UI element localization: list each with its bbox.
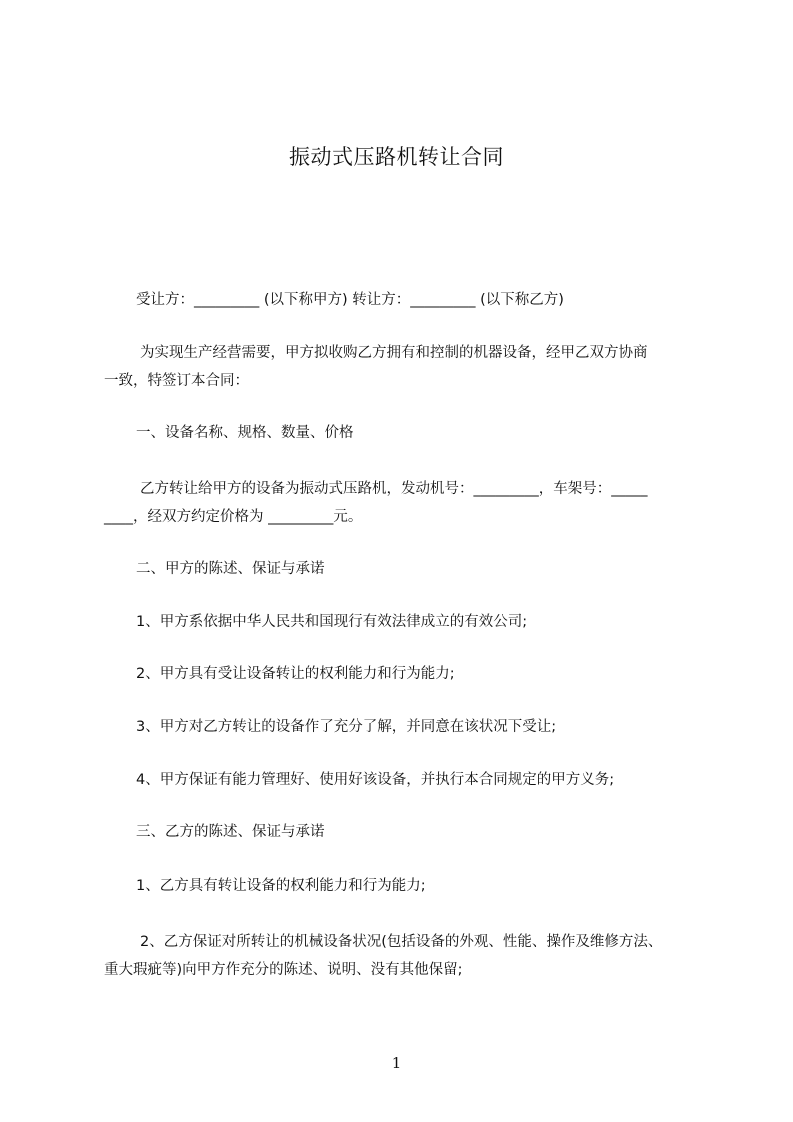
- intro-line-2: 一致，特签订本合同：: [104, 373, 249, 389]
- section1-heading: 一、设备名称、规格、数量、价格: [136, 425, 354, 441]
- section2-item-2: 2、甲方具有受让设备转让的权利能力和行为能力;: [136, 666, 455, 682]
- section3-heading: 三、乙方的陈述、保证与承诺: [136, 824, 325, 840]
- section1-body-line-1: 乙方转让给甲方的设备为振动式压路机，发动机号：_________，车架号：_____: [140, 481, 648, 497]
- section1-body-line-2: ____，经双方约定价格为 _________元。: [104, 509, 363, 525]
- page-number: 1: [391, 1054, 402, 1072]
- section3-item-1: 1、乙方具有转让设备的权利能力和行为能力;: [136, 878, 426, 894]
- section3-item-2-line-2: 重大瑕疵等)向甲方作充分的陈述、说明、没有其他保留;: [104, 962, 463, 978]
- parties-line: 受让方：_________ (以下称甲方) 转让方：_________ (以下称乙方): [136, 292, 564, 308]
- document-title: 振动式压路机转让合同: [289, 145, 504, 169]
- section3-item-2-line-1: 2、乙方保证对所转让的机械设备状况(包括设备的外观、性能、操作及维修方法、: [140, 934, 663, 950]
- intro-line-1: 为实现生产经营需要，甲方拟收购乙方拥有和控制的机器设备，经甲乙双方协商: [140, 345, 648, 361]
- section2-item-3: 3、甲方对乙方转让的设备作了充分了解，并同意在该状况下受让;: [136, 719, 557, 735]
- section2-item-4: 4、甲方保证有能力管理好、使用好该设备，并执行本合同规定的甲方义务;: [136, 772, 615, 788]
- section2-heading: 二、甲方的陈述、保证与承诺: [136, 561, 325, 577]
- section2-item-1: 1、甲方系依据中华人民共和国现行有效法律成立的有效公司;: [136, 614, 528, 630]
